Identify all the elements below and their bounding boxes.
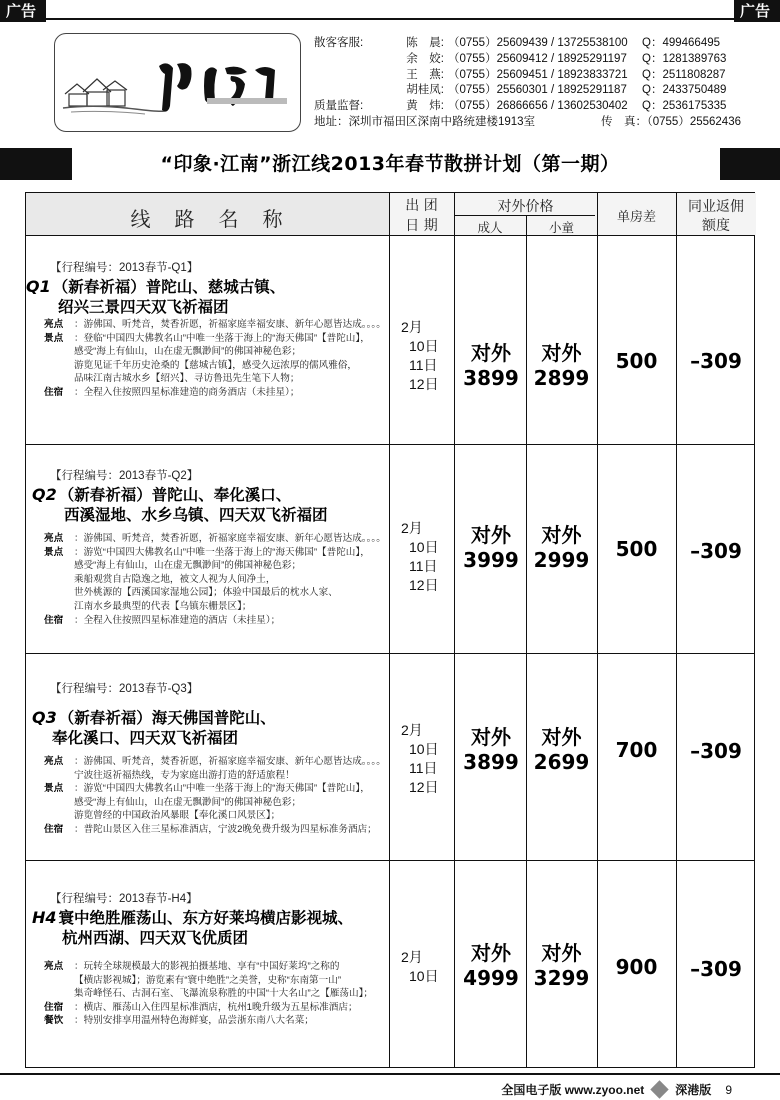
contact-row — [314, 99, 774, 115]
price-label: 对外 — [541, 523, 582, 547]
contact-phone: （0755）25560301 / 18925291187 — [448, 84, 627, 97]
route-id: Q1 — [26, 277, 51, 296]
route-title-line-1 — [32, 708, 389, 729]
detail-line — [26, 796, 389, 810]
col-divider — [597, 193, 598, 1067]
route-code: 【行程编号：2013春节-Q3】 — [50, 683, 199, 695]
company-logo — [54, 33, 301, 132]
address-text: 地址：深圳市福田区深南中路统建楼1913室 — [314, 115, 536, 128]
detail-line — [26, 345, 389, 359]
detail-label: 住宿 — [44, 1001, 64, 1013]
date-month: 2月 — [401, 520, 423, 536]
price-label: 对外 — [541, 725, 582, 749]
detail-line — [26, 532, 389, 546]
detail-line — [26, 359, 389, 373]
route-title-text: （新春祈福）普陀山、奉化溪口、 — [58, 486, 292, 504]
top-rule — [0, 18, 780, 20]
detail-text: 世外桃源的【西溪国家湿地公园】；体验中国最后的枕水人家、 — [74, 587, 338, 599]
route-block-q3 — [26, 680, 389, 837]
contact-role: 质量监督: — [314, 100, 364, 113]
route-title — [26, 485, 389, 525]
route-id: Q3 — [32, 708, 57, 727]
price-value: 2899 — [533, 366, 590, 390]
detail-text: 江南水乡最典型的代表【乌镇东栅景区】； — [74, 600, 252, 612]
contact-name: 胡桂凤: — [406, 84, 444, 97]
rebate-amount: –309 — [690, 349, 742, 373]
detail-label: 住宿 — [44, 386, 64, 398]
detail-line — [26, 987, 389, 1001]
row-divider — [26, 444, 754, 445]
route-code: 【行程编号：2013春节-Q2】 — [50, 470, 199, 482]
single-supplement: 500 — [615, 349, 658, 373]
detail-line — [26, 1001, 389, 1015]
detail-line — [26, 809, 389, 823]
detail-text: 游览见证千年历史沧桑的【慈城古镇】，感受久远浓厚的儒风雅俗， — [74, 359, 358, 371]
contact-phone: （0755）25609451 / 18923833721 — [448, 68, 628, 81]
col-divider — [676, 193, 677, 1067]
contact-phone: （0755）25609439 / 13725538100 — [448, 37, 628, 49]
price-label: 对外 — [541, 341, 582, 365]
contact-phone: （0755）26866656 / 13602530402 — [448, 100, 628, 113]
detail-text: ：横店、雁荡山入住四星标准酒店，杭州1晚升级为五星标准酒店； — [74, 1001, 358, 1013]
price-label: 对外 — [471, 341, 511, 365]
child-price — [526, 941, 597, 991]
date-month: 2月 — [401, 949, 423, 965]
detail-label: 亮点 — [44, 961, 64, 972]
footer — [501, 1081, 732, 1098]
detail-text: ：游览“中国四大佛教名山”中唯一坐落于海上的“海天佛国”【普陀山】， — [74, 783, 370, 795]
contact-row — [314, 83, 774, 99]
header-rebate: 同业返佣 — [688, 199, 744, 215]
contact-row — [314, 36, 774, 52]
contact-qq: Q：2433750489 — [642, 84, 727, 97]
child-price — [526, 523, 597, 573]
contact-name: 王 燕: — [406, 68, 444, 81]
rebate-amount: –309 — [690, 539, 742, 563]
detail-text: 感受“海上有仙山，山在虚无飘渺间”的佛国神秘色彩； — [74, 346, 302, 358]
col-divider — [389, 193, 390, 1067]
price-label: 对外 — [471, 523, 511, 547]
single-supplement: 900 — [615, 955, 658, 979]
route-block-h4 — [26, 890, 389, 1028]
detail-text: ：特别安排享用温州特色海鲜宴，品尝浙东南八大名菜； — [74, 1015, 314, 1027]
date-day: 11日 — [409, 760, 438, 776]
contact-name: 陈 晨: — [406, 37, 444, 49]
child-price — [526, 341, 597, 391]
price-value: 2999 — [533, 548, 590, 572]
detail-label: 亮点 — [44, 319, 64, 330]
detail-line — [26, 974, 389, 988]
detail-text: 感受“海上有仙山，山在虚无飘渺间”的佛国神秘色彩； — [74, 796, 302, 808]
header-route-name: 线 路 名 称 — [130, 207, 285, 231]
logo-artwork-icon — [55, 34, 301, 132]
contact-qq: Q：1281389763 — [642, 52, 727, 65]
contact-row — [314, 52, 774, 68]
price-label: 对外 — [471, 725, 511, 749]
detail-text: 感受“海上有仙山，山在虚无飘渺间”的佛国神秘色彩； — [74, 560, 302, 572]
detail-text: 品味江南古城水乡【绍兴】、寻访鲁迅先生笔下人物； — [74, 373, 300, 385]
detail-line — [26, 782, 389, 796]
detail-label: 住宿 — [44, 823, 64, 835]
detail-line — [26, 546, 389, 560]
route-id: Q2 — [32, 485, 57, 504]
date-day: 11日 — [409, 357, 438, 373]
contact-name: 余 姣: — [406, 52, 444, 65]
detail-label: 住宿 — [44, 614, 64, 626]
route-title-line-2: 杭州西湖、四天双飞优质团 — [62, 928, 249, 947]
price-value: 3899 — [463, 366, 519, 390]
route-code: 【行程编号：2013春节-Q1】 — [50, 262, 199, 274]
header-bottom-line — [26, 235, 754, 236]
detail-text: 集奇峰怪石、古洞石室、飞瀑流泉称胜的中国“十大名山”之【雁荡山】； — [74, 988, 373, 1000]
detail-label: 景点 — [44, 783, 64, 795]
route-title — [26, 908, 389, 948]
detail-line — [26, 332, 389, 346]
col-divider — [454, 193, 455, 1067]
detail-line — [26, 386, 389, 400]
contact-name: 黄 炜: — [406, 100, 444, 113]
detail-label: 景点 — [44, 332, 64, 344]
contact-phone: （0755）25609412 / 18925291197 — [448, 52, 627, 65]
route-title-line-1 — [32, 908, 389, 929]
header-rebate-2: 额度 — [702, 218, 730, 234]
header-price-group: 对外价格 — [497, 199, 554, 215]
single-supplement: 700 — [615, 738, 658, 762]
rebate-amount: –309 — [690, 739, 742, 763]
edition-text: 全国电子版 www.zyoo.net — [501, 1083, 645, 1097]
row-divider — [26, 860, 754, 861]
date-day: 12日 — [409, 779, 439, 795]
page-number: 9 — [725, 1082, 732, 1097]
date-day: 10日 — [409, 338, 439, 354]
adult-price — [456, 941, 526, 991]
fax-text: 传 真：（0755）25562436 — [601, 115, 741, 128]
footer-rule — [0, 1073, 780, 1075]
detail-text: ：登临“中国四大佛教名山”中唯一坐落于海上的“海天佛国”【普陀山】， — [74, 332, 370, 344]
price-value: 3999 — [463, 548, 519, 572]
detail-text: ：全程入住按照四星标准建造的商务酒店（未挂星）； — [74, 386, 300, 398]
header-single: 单房差 — [616, 210, 656, 225]
contact-list — [314, 36, 774, 131]
route-block-q2 — [26, 467, 389, 627]
contact-role: 散客客服: — [314, 37, 364, 49]
date-day: 10日 — [409, 741, 439, 757]
detail-line — [26, 755, 389, 769]
route-id: H4 — [32, 908, 57, 927]
detail-line — [26, 559, 389, 573]
route-title — [26, 708, 389, 748]
route-title-text: （新春祈福）普陀山、慈城古镇、 — [52, 278, 286, 296]
detail-text: ：游佛国、听梵音，焚香祈愿，祈福家庭幸福安康、新年心愿皆达成。。。。 — [74, 533, 386, 544]
route-title-line-2: 西溪湿地、水乡乌镇、四天双飞祈福团 — [64, 505, 328, 524]
detail-label: 餐饮 — [44, 1015, 64, 1027]
detail-text: ：全程入住按照四星标准建造的酒店（未挂星）； — [74, 614, 281, 626]
detail-line — [26, 600, 389, 614]
detail-line — [26, 960, 389, 974]
detail-label: 景点 — [44, 546, 64, 558]
contact-row — [314, 68, 774, 84]
adult-price — [456, 341, 526, 391]
date-day: 12日 — [409, 376, 439, 392]
single-supplement: 500 — [615, 537, 658, 561]
detail-line — [26, 573, 389, 587]
itinerary-table — [25, 192, 755, 1068]
route-title-text: 寰中绝胜雁荡山、东方好莱坞横店影视城、 — [58, 909, 354, 927]
price-value: 3899 — [463, 750, 519, 774]
ad-tag-left: 广告 — [0, 0, 46, 22]
route-title-line-2: 绍兴三景四天双飞祈福团 — [58, 297, 229, 316]
date-day: 12日 — [409, 577, 439, 593]
ad-tag-right: 广告 — [734, 0, 780, 22]
detail-line — [26, 823, 389, 837]
route-title-line-2: 奉化溪口、四天双飞祈福团 — [52, 728, 239, 747]
departure-dates — [401, 318, 439, 394]
contact-qq: Q：2536175335 — [642, 100, 727, 113]
detail-line — [26, 1014, 389, 1028]
detail-line — [26, 769, 389, 783]
date-month: 2月 — [401, 722, 423, 738]
detail-text: ：玩转全球规模最大的影视拍摄基地、享有“中国好莱坞”之称的 — [74, 961, 340, 972]
route-title-line-1 — [32, 485, 389, 506]
price-label: 对外 — [471, 941, 511, 965]
rebate-amount: –309 — [690, 957, 742, 981]
detail-text: ：游览“中国四大佛教名山”中唯一坐落于海上的“海天佛国”【普陀山】， — [74, 546, 370, 558]
detail-line — [26, 372, 389, 386]
route-code: 【行程编号：2013春节-H4】 — [50, 893, 198, 905]
price-value: 4999 — [463, 966, 519, 990]
departure-dates — [401, 948, 439, 986]
detail-text: 【横店影视城】；游览素有“寰中绝胜”之美誉，史称“东南第一山” — [74, 974, 342, 986]
price-value: 2699 — [533, 750, 590, 774]
header-child: 小童 — [548, 220, 574, 235]
adult-price — [456, 725, 526, 775]
page-title: “印象·江南”浙江线2013年春节散拼计划（第一期） — [160, 153, 620, 175]
route-title — [26, 277, 389, 317]
date-day: 11日 — [409, 558, 438, 574]
child-price — [526, 725, 597, 775]
detail-line — [26, 318, 389, 332]
diamond-logo-icon — [651, 1080, 669, 1098]
route-title-text: （新春祈福）海天佛国普陀山、 — [58, 709, 276, 727]
header-adult: 成人 — [477, 220, 503, 235]
departure-dates — [401, 721, 439, 797]
departure-dates — [401, 519, 439, 595]
date-day: 10日 — [409, 539, 439, 555]
detail-text: ：游佛国、听梵音，焚香祈愿，祈福家庭幸福安康、新年心愿皆达成。。。。 — [74, 756, 386, 767]
detail-line — [26, 586, 389, 600]
address-row — [314, 115, 774, 131]
edition-badge: 深港版 — [675, 1083, 712, 1097]
header-date: 日 期 — [405, 218, 438, 234]
detail-text: ：普陀山景区入住三星标准酒店，宁波2晚免费升级为四星标准务酒店； — [74, 823, 377, 835]
detail-text: ：游佛国、听梵音，焚香祈愿，祈福家庭幸福安康、新年心愿皆达成。。。。 — [74, 319, 386, 330]
detail-line — [26, 614, 389, 628]
route-title-line-1 — [26, 277, 389, 298]
detail-text: 乘船观赏自古隐逸之地，被文人视为人间净土， — [74, 573, 276, 585]
detail-text: 游览曾经的中国政治风暴眼【奉化溪口风景区】； — [74, 810, 281, 822]
detail-text: 宁波往返祈福热线，专为家庭出游打造的舒适旅程！ — [74, 769, 295, 781]
contact-qq: Q：2511808287 — [642, 68, 726, 81]
header-depart: 出 团 — [405, 198, 438, 214]
price-label: 对外 — [541, 941, 582, 965]
detail-label: 亮点 — [44, 533, 64, 544]
date-month: 2月 — [401, 319, 423, 335]
adult-price — [456, 523, 526, 573]
price-value: 3299 — [533, 966, 590, 990]
detail-label: 亮点 — [44, 756, 64, 767]
date-day: 10日 — [409, 968, 439, 984]
row-divider — [26, 653, 754, 654]
contact-qq: Q：499466495 — [642, 37, 721, 49]
route-block-q1 — [26, 259, 389, 400]
